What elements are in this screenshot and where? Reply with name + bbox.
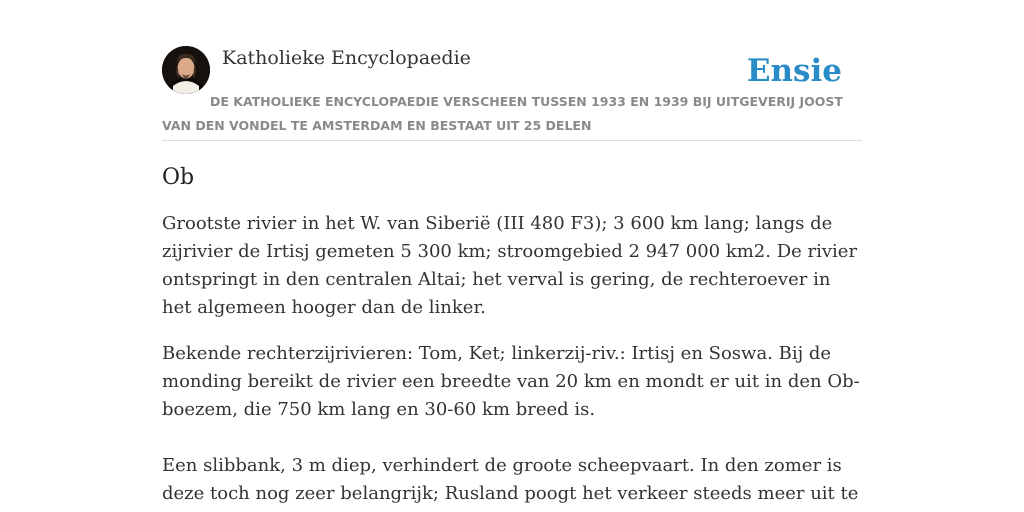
portrait-avatar[interactable] <box>162 46 210 94</box>
entry-paragraph-3: Een slibbank, 3 m diep, verhindert de groote scheepvaart. In den zomer is deze toch nog zeer belangrijk; Rusland poogt het verkeer steeds meer uit te <box>162 455 859 504</box>
site-title-link[interactable]: Katholieke Encyclopaedie <box>222 47 471 69</box>
ensie-logo-link[interactable]: Ensie <box>746 53 842 89</box>
site-header <box>162 46 862 141</box>
entry-title: Ob <box>162 165 195 190</box>
site-description: DE KATHOLIEKE ENCYCLOPAEDIE VERSCHEEN TUSSEN 1933 EN 1939 BIJ UITGEVERIJ JOOST VAN DEN VONDEL TE AMSTERDAM EN BESTAAT UIT 25 DELEN <box>162 94 843 133</box>
entry-paragraph-1: Grootste rivier in het W. van Siberië (III 480 F3); 3 600 km lang; langs de zijrivier de Irtisj gemeten 5 300 km; stroomgebied 2 947 000 km2. De rivier ontspringt in den centralen Altai; het verval is gering, de rechteroever in het algemeen hooger dan de linker. <box>162 213 858 318</box>
entry-paragraph-2: Bekende rechterzijrivieren: Tom, Ket; linkerzij-riv.: Irtisj en Soswa. Bij de monding bereikt de rivier een breedte van 20 km en mondt er uit in den Ob-boezem, die 750 km lang en 30-60 km breed is. <box>162 343 860 420</box>
portrait-icon <box>162 46 210 94</box>
entry-content <box>162 160 862 512</box>
